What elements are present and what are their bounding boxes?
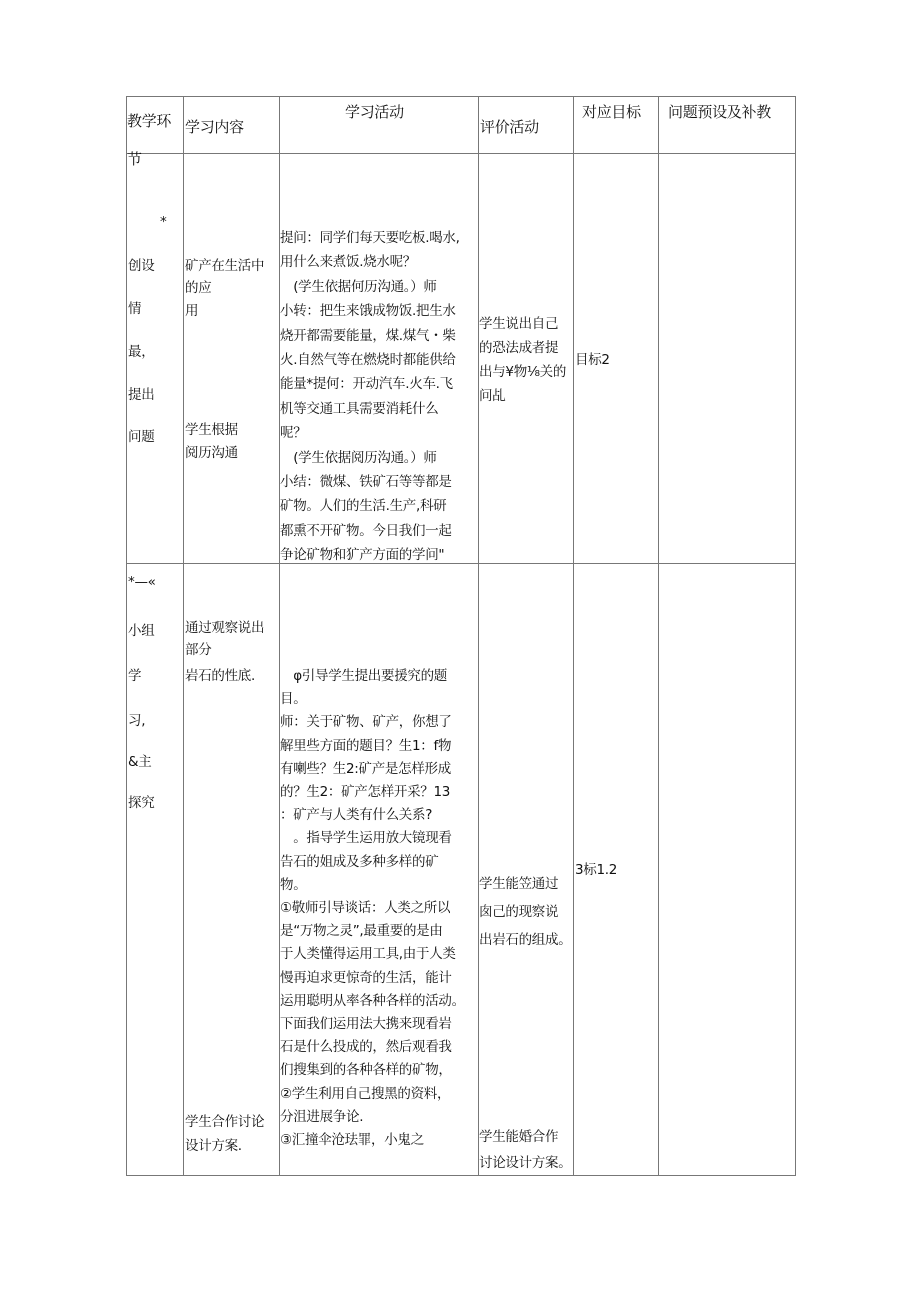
activity-line: 提问：同学们每天要吃板.喝水, bbox=[280, 230, 460, 246]
column-divider bbox=[126, 96, 127, 1176]
evaluation-text: 出岩石的组成。 bbox=[479, 932, 572, 948]
stage-text: 习, bbox=[128, 713, 146, 729]
evaluation-text: 学生能笠通过 bbox=[479, 876, 559, 892]
header-target: 对应目标 bbox=[582, 103, 641, 121]
activity-line: 石是什么投成的，然后观看我 bbox=[280, 1039, 452, 1055]
stage-text: 提出 bbox=[128, 387, 155, 403]
activity-line: 是“万物之灵”,最重要的是由 bbox=[280, 923, 443, 939]
evaluation-text: 的恐法成者提 bbox=[479, 340, 559, 356]
activity-line: ②学生利用自己搜黑的资料， bbox=[280, 1086, 451, 1102]
column-divider bbox=[658, 96, 659, 1176]
activity-line: 火.自然气等在燃烧时都能供给 bbox=[280, 352, 456, 368]
target-text: 3标1.2 bbox=[575, 862, 618, 878]
content-text: 矿产在生活中 bbox=[185, 258, 265, 274]
activity-line: 分沮进展争论. bbox=[280, 1109, 364, 1125]
table-border-top bbox=[126, 96, 796, 97]
row-divider bbox=[126, 153, 796, 154]
activity-line: 物。 bbox=[280, 877, 307, 893]
activity-line: 。指导学生运用放大镜现看 bbox=[280, 830, 452, 846]
activity-line: 争论矿物和犷产方面的学问" bbox=[280, 547, 445, 563]
content-text: 部分 bbox=[185, 642, 212, 658]
activity-line: 都熏不开矿物。今日我们一起 bbox=[280, 523, 452, 539]
activity-line: 机等交通工具需要消耗什么 bbox=[280, 401, 439, 417]
content-text: 学生根据 bbox=[185, 422, 238, 438]
column-divider bbox=[478, 96, 479, 1176]
activity-line: 运用聪明从率各种各样的活动。 bbox=[280, 993, 465, 1009]
stage-text: &主 bbox=[128, 754, 152, 770]
evaluation-text: 学生说出自己 bbox=[479, 316, 559, 332]
activity-line: 烧开都需要能量，煤.煤气・柴 bbox=[280, 328, 456, 344]
column-divider bbox=[573, 96, 574, 1176]
header-content: 学习内容 bbox=[185, 118, 244, 136]
content-text: 的应 bbox=[185, 280, 212, 296]
evaluation-text: 囱己的现察说 bbox=[479, 904, 559, 920]
content-text: 阅历沟通 bbox=[185, 445, 238, 461]
activity-line: 师：关于矿物、矿产，你想了 bbox=[280, 714, 452, 730]
header-evaluation: 评价活动 bbox=[480, 118, 539, 136]
activity-line: 慢再迫求更惊奇的生活，能计 bbox=[280, 970, 452, 986]
activity-line: (学生依据何历沟通。）师 bbox=[280, 279, 437, 295]
activity-line: 呢？ bbox=[280, 425, 307, 441]
activity-line: 有喇些？生2:矿产是怎样形成 bbox=[280, 761, 451, 777]
activity-line: 矿物。人们的生活.生产,科研 bbox=[280, 498, 447, 514]
activity-line: 下面我们运用法大携来现看岩 bbox=[280, 1016, 452, 1032]
activity-line: 解里些方面的题目？生1：f物 bbox=[280, 738, 452, 754]
evaluation-text: 讨论设计方案。 bbox=[479, 1155, 572, 1171]
content-text: 设计方案. bbox=[185, 1138, 242, 1154]
activity-line: 告石的姐成及多种多样的矿 bbox=[280, 854, 439, 870]
activity-line: 目。 bbox=[280, 691, 307, 707]
activity-line: 于人类懂得运用工具,由于人类 bbox=[280, 946, 456, 962]
activity-line: ③汇撞伞沧珐罪，小鬼之 bbox=[280, 1132, 424, 1148]
stage-text: *—« bbox=[128, 574, 156, 590]
content-text: 用 bbox=[185, 303, 199, 319]
stage-text: 情 bbox=[128, 301, 142, 317]
stage-text: 小组 bbox=[128, 623, 155, 639]
evaluation-text: 问乩 bbox=[479, 388, 506, 404]
target-text: 目标2 bbox=[575, 352, 610, 368]
activity-line: 的？生2：矿产怎样开采？13 bbox=[280, 784, 451, 800]
stage-text: 创设 bbox=[128, 258, 155, 274]
activity-line: (学生依据阅历沟通。）师 bbox=[280, 450, 437, 466]
activity-line: φ引导学生提出要援究的题 bbox=[280, 668, 448, 684]
activity-line: 能量*提何：开动汽车.火车.飞 bbox=[280, 376, 453, 392]
activity-line: ①敬师引导谈话：人类之所以 bbox=[280, 900, 451, 916]
stage-text: 学 bbox=[128, 668, 142, 684]
activity-line: ：矿产与人类有什么关系? bbox=[280, 807, 433, 823]
content-text: 通过观察说出 bbox=[185, 620, 265, 636]
content-text: 岩石的性底. bbox=[185, 668, 255, 684]
stage-text: 探究 bbox=[128, 795, 155, 811]
table-border-bottom bbox=[126, 1175, 796, 1176]
stage-text: * bbox=[160, 214, 167, 230]
column-divider bbox=[183, 96, 184, 1176]
stage-text: 问题 bbox=[128, 429, 155, 445]
header-activity: 学习活动 bbox=[345, 103, 404, 121]
activity-line: 用什么来煮饭.烧水呢？ bbox=[280, 254, 416, 270]
evaluation-text: 出与¥物⅛关的 bbox=[479, 364, 567, 380]
header-stage: 教学环节 bbox=[127, 112, 172, 168]
column-divider bbox=[795, 96, 796, 1176]
content-text: 学生合作讨论 bbox=[185, 1114, 265, 1130]
activity-line: 们搜集到的各种各样的矿物， bbox=[280, 1062, 452, 1078]
activity-line: 小结：微煤、铁矿石等等都是 bbox=[280, 474, 452, 490]
stage-text: 最， bbox=[128, 344, 155, 360]
header-notes: 问题预设及补教 bbox=[668, 103, 771, 121]
row-divider bbox=[126, 563, 796, 564]
evaluation-text: 学生能婚合作 bbox=[479, 1129, 559, 1145]
activity-line: 小转：把生来饿成物饭.把生水 bbox=[280, 303, 456, 319]
